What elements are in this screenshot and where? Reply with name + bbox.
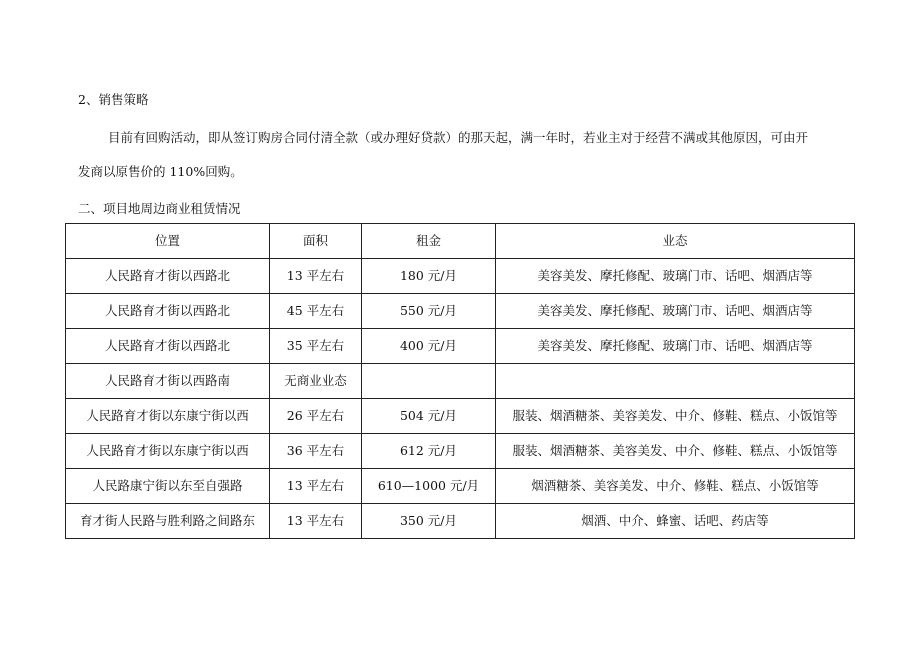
cell-business-type: 美容美发、摩托修配、玻璃门市、话吧、烟酒店等 bbox=[496, 259, 855, 294]
cell-location: 人民路育才街以西路北 bbox=[66, 329, 270, 364]
cell-area: 45 平左右 bbox=[270, 294, 362, 329]
cell-business-type: 烟酒、中介、蜂蜜、话吧、药店等 bbox=[496, 504, 855, 539]
table-row bbox=[66, 259, 855, 294]
cell-location: 人民路育才街以西路南 bbox=[66, 364, 270, 399]
cell-location: 人民路育才街以东康宁街以西 bbox=[66, 399, 270, 434]
table-row bbox=[66, 504, 855, 539]
cell-rent: 180 元/月 bbox=[362, 259, 496, 294]
paragraph-line-1: 目前有回购活动，即从签订购房合同付清全款（或办理好贷款）的那天起，满一年时，若业主对于经营不满或其他原因，可由开 bbox=[108, 130, 809, 145]
section-heading-sales-strategy: 2、销售策略 bbox=[78, 92, 149, 107]
cell-business-type bbox=[496, 364, 855, 399]
cell-area: 26 平左右 bbox=[270, 399, 362, 434]
table-row bbox=[66, 294, 855, 329]
cell-area: 13 平左右 bbox=[270, 259, 362, 294]
table-header-row bbox=[66, 224, 855, 259]
cell-rent: 550 元/月 bbox=[362, 294, 496, 329]
cell-location: 人民路育才街以西路北 bbox=[66, 259, 270, 294]
cell-area: 13 平左右 bbox=[270, 504, 362, 539]
cell-location: 人民路康宁街以东至自强路 bbox=[66, 469, 270, 504]
cell-area: 36 平左右 bbox=[270, 434, 362, 469]
paragraph-line-2: 发商以原售价的 110%回购。 bbox=[78, 164, 243, 179]
cell-rent: 610—1000 元/月 bbox=[362, 469, 496, 504]
table-row bbox=[66, 434, 855, 469]
cell-business-type: 美容美发、摩托修配、玻璃门市、话吧、烟酒店等 bbox=[496, 329, 855, 364]
table-row bbox=[66, 469, 855, 504]
cell-rent bbox=[362, 364, 496, 399]
rental-table bbox=[65, 223, 855, 539]
cell-rent: 504 元/月 bbox=[362, 399, 496, 434]
cell-business-type: 服装、烟酒糖茶、美容美发、中介、修鞋、糕点、小饭馆等 bbox=[496, 399, 855, 434]
cell-location: 人民路育才街以西路北 bbox=[66, 294, 270, 329]
cell-location: 育才街人民路与胜利路之间路东 bbox=[66, 504, 270, 539]
table-row bbox=[66, 329, 855, 364]
table-row bbox=[66, 399, 855, 434]
section-heading-rental-situation: 二、项目地周边商业租赁情况 bbox=[78, 201, 241, 216]
cell-area: 35 平左右 bbox=[270, 329, 362, 364]
header-location: 位置 bbox=[66, 224, 270, 259]
cell-location: 人民路育才街以东康宁街以西 bbox=[66, 434, 270, 469]
cell-rent: 612 元/月 bbox=[362, 434, 496, 469]
cell-rent: 350 元/月 bbox=[362, 504, 496, 539]
cell-rent: 400 元/月 bbox=[362, 329, 496, 364]
cell-area: 13 平左右 bbox=[270, 469, 362, 504]
table-row bbox=[66, 364, 855, 399]
cell-business-type: 烟酒糖茶、美容美发、中介、修鞋、糕点、小饭馆等 bbox=[496, 469, 855, 504]
header-rent: 租金 bbox=[362, 224, 496, 259]
cell-business-type: 美容美发、摩托修配、玻璃门市、话吧、烟酒店等 bbox=[496, 294, 855, 329]
header-business-type: 业态 bbox=[496, 224, 855, 259]
cell-business-type: 服装、烟酒糖茶、美容美发、中介、修鞋、糕点、小饭馆等 bbox=[496, 434, 855, 469]
header-area: 面积 bbox=[270, 224, 362, 259]
cell-area: 无商业业态 bbox=[270, 364, 362, 399]
